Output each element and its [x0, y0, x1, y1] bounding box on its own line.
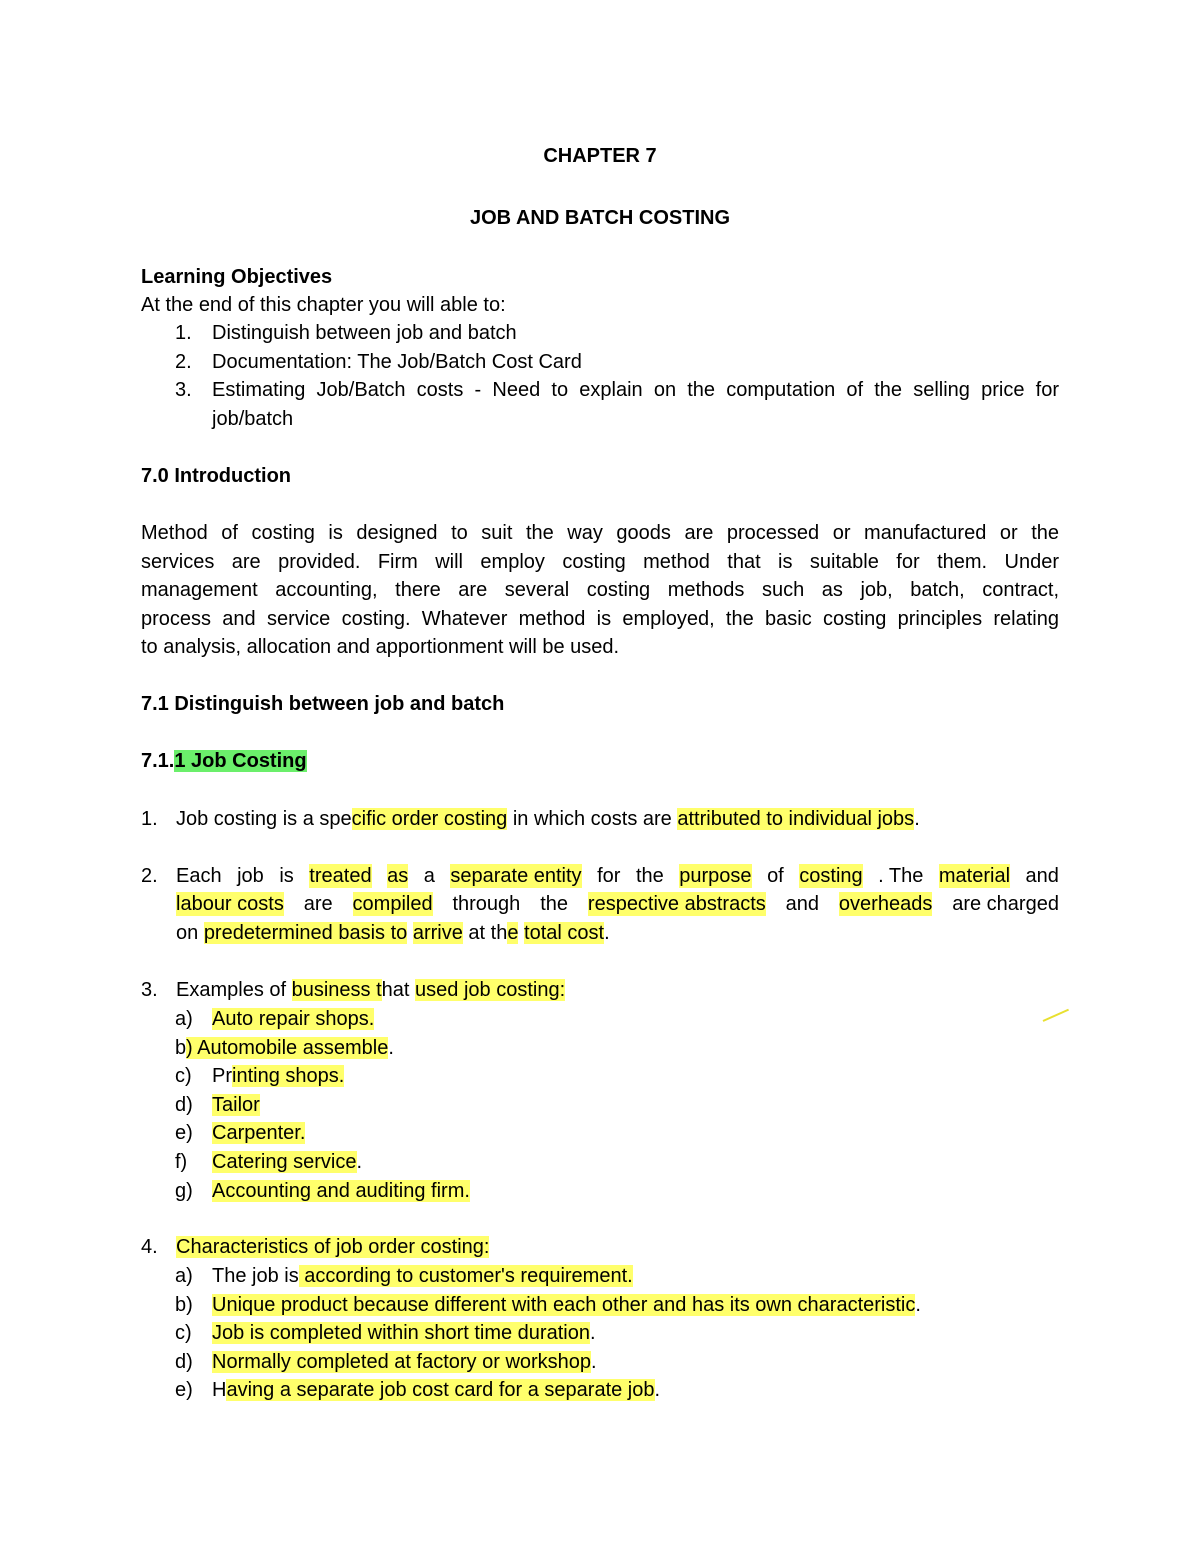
- list-item: [212, 1007, 374, 1031]
- objective-item: Documentation: The Job/Batch Cost Card: [212, 351, 582, 373]
- list-letter: g): [175, 1179, 193, 1202]
- highlight-run: Carpenter.: [212, 1122, 306, 1145]
- text-run: the: [635, 865, 664, 887]
- list-item: [212, 1293, 921, 1317]
- paragraph-line: to analysis, allocation and apportionment will be used.: [141, 636, 620, 659]
- list-letter: a): [175, 1008, 193, 1030]
- intro-paragraph: [141, 519, 1059, 662]
- text-run: at th: [462, 922, 508, 944]
- text-run: is: [279, 865, 294, 887]
- text-run: a: [423, 865, 435, 887]
- text-run: are: [303, 893, 333, 915]
- list-letter: d): [175, 1093, 193, 1116]
- list-item: [212, 1321, 596, 1345]
- list-number: 2.: [175, 351, 192, 373]
- highlighted-heading: 1 Job Costing: [174, 750, 307, 772]
- list-item: [212, 1264, 633, 1288]
- text-run: through: [452, 893, 521, 915]
- text-run: Pr: [212, 1065, 232, 1088]
- text-run: are charged: [952, 893, 1059, 915]
- highlight-run: Job is completed within short time duration: [212, 1322, 590, 1345]
- highlight-run: Normally completed at factory or workshop: [212, 1350, 592, 1373]
- list-letter: c): [175, 1322, 192, 1345]
- highlight-run: inting shops.: [232, 1065, 345, 1088]
- text-run: hat: [381, 979, 416, 1001]
- text-run: [407, 922, 413, 944]
- highlight-run: Unique product because different with each other and has its own characteristic: [212, 1293, 916, 1316]
- text-run: .: [604, 922, 610, 944]
- list-letter: e): [175, 1122, 193, 1145]
- highlight-run: as: [387, 865, 409, 887]
- text-run: the: [540, 893, 569, 915]
- text-run: .: [914, 808, 920, 830]
- text-run: H: [212, 1379, 227, 1402]
- highlight-run: material: [938, 865, 1011, 887]
- list-number: 1.: [175, 322, 192, 344]
- highlight-run: treated: [309, 865, 372, 887]
- list-item: [186, 1036, 394, 1060]
- text-run: of: [767, 865, 784, 887]
- highlight-run: Characteristics of job order costing:: [176, 1236, 490, 1258]
- highlight-run: labour costs: [176, 893, 284, 915]
- list-number: 3.: [175, 379, 192, 401]
- text-run: in which costs are: [507, 808, 678, 830]
- text-run: The job is: [212, 1265, 299, 1287]
- list-letter: b): [175, 1293, 193, 1316]
- text-run: . The: [878, 865, 924, 887]
- text-run: .: [654, 1379, 661, 1402]
- point-2-line-2: [176, 892, 1059, 916]
- paragraph-line: process and service costing. Whatever method is employed, the basic costing principles relating: [141, 607, 1059, 630]
- paragraph-line: Method of costing is designed to suit the way goods are processed or manufactured or the: [141, 522, 1059, 544]
- list-item: [212, 1179, 470, 1203]
- highlight-run: Auto repair shops.: [212, 1008, 375, 1030]
- section-heading-7-1: 7.1 Distinguish between job and batch: [141, 693, 505, 715]
- highlight-run: e: [507, 922, 519, 944]
- highlight-run: overheads: [838, 893, 933, 915]
- objective-item-continued: job/batch: [212, 408, 294, 430]
- text-run: .: [589, 1322, 596, 1345]
- text-run: .: [356, 1151, 363, 1173]
- list-item: [212, 1064, 344, 1088]
- highlight-run: business t: [291, 979, 382, 1001]
- highlight-run: Accounting and auditing firm.: [212, 1179, 470, 1202]
- highlight-run: predetermined basis to: [203, 922, 408, 944]
- highlight-run: used job costing:: [415, 979, 566, 1001]
- highlight-run: total cost: [524, 922, 605, 944]
- chapter-number: CHAPTER 7: [543, 145, 657, 167]
- list-letter: c): [175, 1065, 192, 1088]
- point-2-line-1: [176, 864, 1059, 888]
- point-4-heading: [176, 1235, 489, 1259]
- highlight-run: arrive: [412, 922, 463, 944]
- text-run: for: [597, 865, 621, 887]
- text-run: Job costing is a spe: [176, 808, 352, 830]
- text-run: and: [785, 893, 820, 915]
- highlight-run: aving a separate job cost card for a separate job: [226, 1379, 655, 1402]
- highlight-run: according to customer's requirement.: [298, 1265, 633, 1287]
- heading-prefix: 7.1.: [141, 750, 175, 772]
- list-item: [212, 1121, 305, 1145]
- point-3-text: [176, 978, 565, 1002]
- list-item: [212, 1150, 362, 1174]
- highlight-run: costing: [799, 865, 863, 887]
- text-run: .: [591, 1350, 597, 1373]
- list-number: 1.: [141, 808, 158, 830]
- list-letter: f): [175, 1151, 188, 1173]
- point-2-line-3: [176, 921, 610, 945]
- highlight-run: purpose: [679, 865, 752, 887]
- objective-item: Distinguish between job and batch: [212, 322, 517, 344]
- highlight-run: Tailor: [212, 1093, 260, 1116]
- stray-highlight-mark: [1043, 1009, 1069, 1022]
- list-item: [212, 1093, 260, 1117]
- text-run: .: [388, 1036, 394, 1059]
- objective-item: Estimating Job/Batch costs - Need to explain on the computation of the selling price for: [212, 379, 1059, 401]
- list-number: 3.: [141, 979, 158, 1001]
- highlight-run: ) Automobile assemble: [186, 1036, 389, 1059]
- list-letter: a): [175, 1265, 193, 1287]
- list-item: [212, 1350, 597, 1374]
- highlight-run: separate entity: [450, 865, 582, 887]
- text-run: job: [237, 865, 264, 887]
- list-number: 2.: [141, 865, 158, 887]
- chapter-title: JOB AND BATCH COSTING: [470, 207, 730, 229]
- highlight-run: Catering service: [212, 1151, 357, 1173]
- highlight-run: compiled: [352, 893, 433, 915]
- list-letter: d): [175, 1350, 193, 1373]
- objectives-intro: At the end of this chapter you will able to:: [141, 294, 506, 316]
- highlight-run: attributed to individual jobs: [677, 808, 915, 830]
- highlight-run: cific order costing: [351, 808, 508, 830]
- list-letter: b: [175, 1036, 187, 1059]
- list-item: [212, 1378, 660, 1402]
- text-run: and: [1025, 865, 1059, 887]
- text-run: Each: [176, 865, 222, 887]
- section-heading-7-1-1: [141, 749, 307, 773]
- text-run: .: [915, 1293, 921, 1316]
- paragraph-line: services are provided. Firm will employ costing method that is suitable for them. Under: [141, 550, 1059, 573]
- point-1-text: [176, 807, 920, 831]
- list-letter: e): [175, 1379, 193, 1402]
- text-run: on: [176, 922, 204, 944]
- text-run: Examples of: [176, 979, 292, 1001]
- objectives-heading: Learning Objectives: [141, 266, 333, 288]
- list-number: 4.: [141, 1236, 158, 1258]
- section-heading-intro: 7.0 Introduction: [141, 465, 291, 487]
- paragraph-line: management accounting, there are several costing methods such as job, batch, contract,: [141, 579, 1059, 602]
- highlight-run: respective abstracts: [587, 893, 766, 915]
